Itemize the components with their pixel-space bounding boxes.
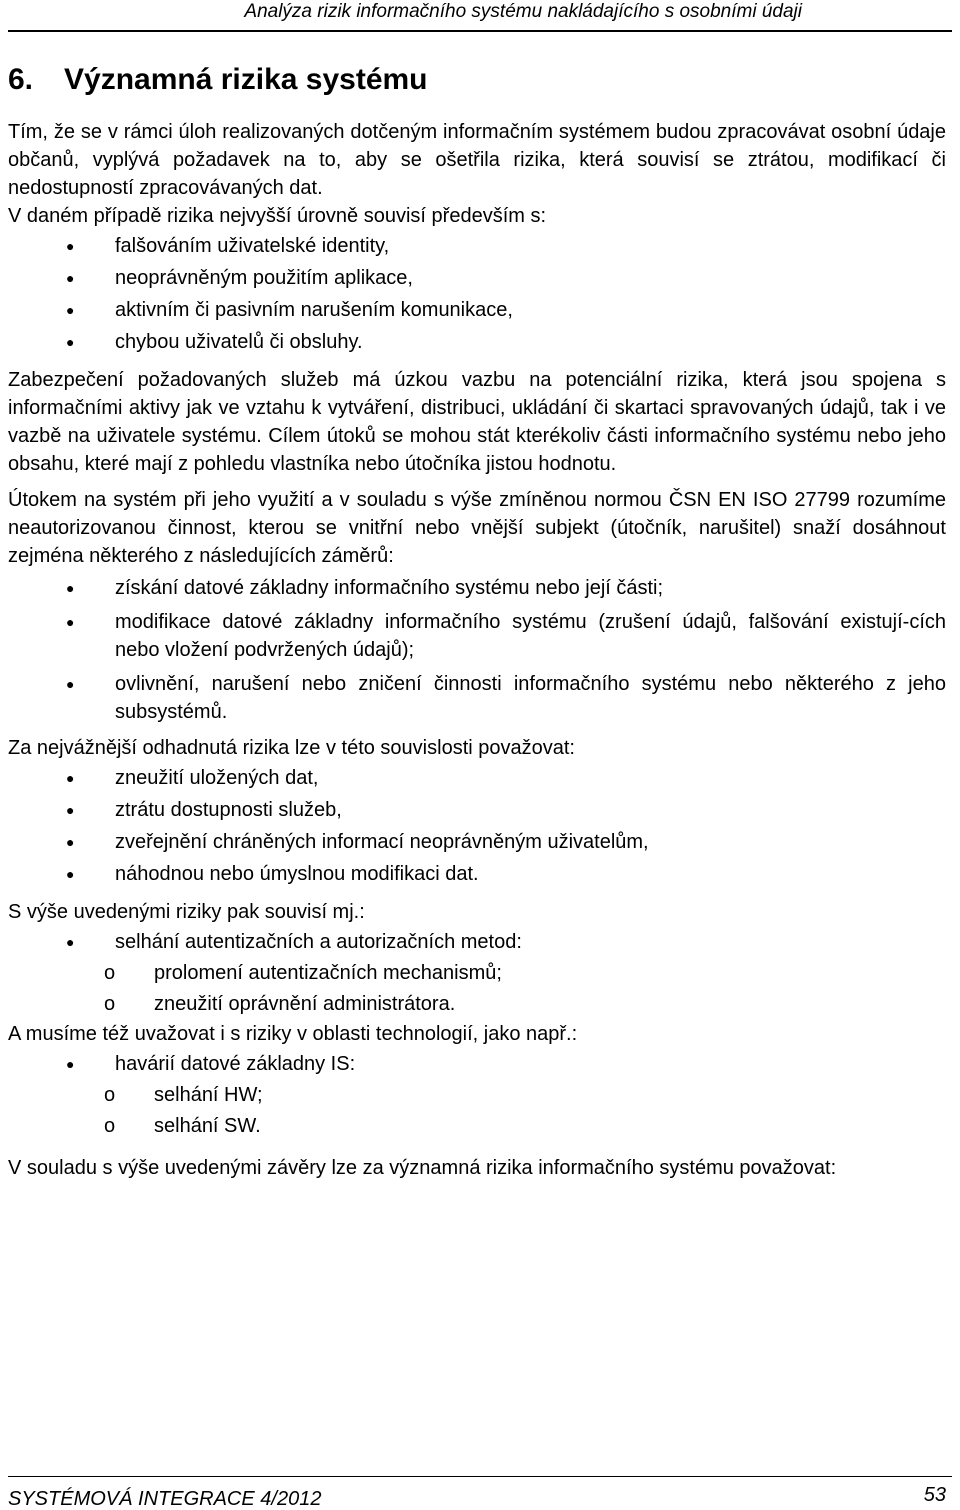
paragraph-technology-risks: A musíme též uvažovat i s riziky v oblasti technologií, jako např.:: [8, 1023, 578, 1045]
serious-risk-list: [8, 762, 946, 890]
paragraph-serious-risks: Za nejvážnější odhadnutá rizika lze v této souvislosti považovat:: [8, 737, 575, 759]
chapter-number: 6.: [8, 63, 34, 96]
paragraph-attack: Útokem na systém při jeho využití a v souladu s výše zmíněnou normou ČSN EN ISO 27799 rozumíme neautorizovanou činnost, kterou se vnitřní nebo vnější subjekt (útočník, narušitel) snaží dosáhnout zejména některého z následujících záměrů:: [8, 489, 946, 567]
bullet-icon: ●: [66, 934, 75, 950]
list-item: ● selhání autentizačních a autorizačních metod:: [8, 926, 946, 958]
paragraph-related-risks: S výše uvedenými riziky pak souvisí mj.:: [8, 901, 365, 923]
document-body: [8, 118, 946, 1190]
bullet-icon: ●: [66, 1056, 75, 1072]
list-item: ● získání datové základny informačního systému nebo její části;: [8, 574, 946, 602]
list-item: ● chybou uživatelů či obsluhy.: [8, 326, 946, 358]
list-item: ● modifikace datové základny informačního systému (zrušení údajů, falšování existují-cích nebo vložení podvržených údajů);: [8, 608, 946, 664]
list-item: ● havárií datové základny IS:: [8, 1048, 946, 1080]
sublist-item: o prolomení autentizačních mechanismů;: [8, 958, 946, 989]
paragraph-security: Zabezpečení požadovaných služeb má úzkou vazbu na potenciální rizika, která jsou spojena s informačními aktivy jak ve vztahu k vytváření, distribuci, ukládání či skartaci spravovaných údajů, tak i ve vazbě na uživatele systému. Cílem útoků se mohou stát kterékoliv části informačního systému nebo jeho obsahu, které mají z pohledu vlastníka nebo útočníka jistou hodnotu.: [8, 369, 946, 475]
list-item: ● náhodnou nebo úmyslnou modifikaci dat.: [8, 858, 946, 890]
paragraph-conclusion: V souladu s výše uvedenými závěry lze za významná rizika informačního systému považovat:: [8, 1157, 837, 1179]
bullet-icon: ●: [66, 580, 75, 596]
bullet-icon: ●: [66, 770, 75, 786]
running-header-title: Analýza rizik informačního systému nakládajícího s osobními údaji: [244, 1, 802, 22]
bullet-icon: ●: [66, 270, 75, 286]
sublist-item: o selhání SW.: [8, 1111, 946, 1142]
attack-intent-list: [8, 574, 946, 726]
footer-divider: [8, 1476, 952, 1477]
chapter-heading: [8, 62, 428, 98]
chapter-title: Významná rizika systému: [64, 63, 428, 96]
auth-risk-sublist: [8, 958, 946, 1020]
technology-risk-sublist: [8, 1080, 946, 1142]
list-item: ● aktivním či pasivním narušením komunikace,: [8, 294, 946, 326]
circle-bullet-icon: o: [104, 993, 116, 1015]
list-item: ● falšováním uživatelské identity,: [8, 230, 946, 262]
paragraph-risks-intro: V daném případě rizika nejvyšší úrovně souvisí především s:: [8, 205, 547, 227]
list-item: ● neoprávněným použitím aplikace,: [8, 262, 946, 294]
circle-bullet-icon: o: [104, 1115, 116, 1137]
sublist-item: o zneužití oprávnění administrátora.: [8, 989, 946, 1020]
list-item: ● zneužití uložených dat,: [8, 762, 946, 794]
technology-risk-list: [8, 1048, 946, 1080]
bullet-icon: ●: [66, 302, 75, 318]
list-item: ● ztrátu dostupnosti služeb,: [8, 794, 946, 826]
bullet-icon: ●: [66, 334, 75, 350]
circle-bullet-icon: o: [104, 1084, 116, 1106]
risk-list: [8, 230, 946, 358]
circle-bullet-icon: o: [104, 962, 116, 984]
bullet-icon: ●: [66, 834, 75, 850]
sublist-item: o selhání HW;: [8, 1080, 946, 1111]
journal-title: SYSTÉMOVÁ INTEGRACE 4/2012: [8, 1488, 322, 1510]
paragraph-intro: Tím, že se v rámci úloh realizovaných dotčeným informačním systémem budou zpracovávat osobní údaje občanů, vyplývá požadavek na to, aby se ošetřila rizika, která souvisí se ztrátou, modifikací či nedostupností zpracovávaných dat.: [8, 121, 946, 199]
bullet-icon: ●: [66, 614, 75, 630]
page-number: 53: [923, 1484, 946, 1506]
bullet-icon: ●: [66, 238, 75, 254]
list-item: ● zveřejnění chráněných informací neoprávněným uživatelům,: [8, 826, 946, 858]
page-header: [8, 0, 952, 32]
bullet-icon: ●: [66, 866, 75, 882]
bullet-icon: ●: [66, 802, 75, 818]
list-item: ● ovlivnění, narušení nebo zničení činnosti informačního systému nebo některého z jeho subsystémů.: [8, 670, 946, 726]
bullet-icon: ●: [66, 676, 75, 692]
auth-risk-list: [8, 926, 946, 958]
